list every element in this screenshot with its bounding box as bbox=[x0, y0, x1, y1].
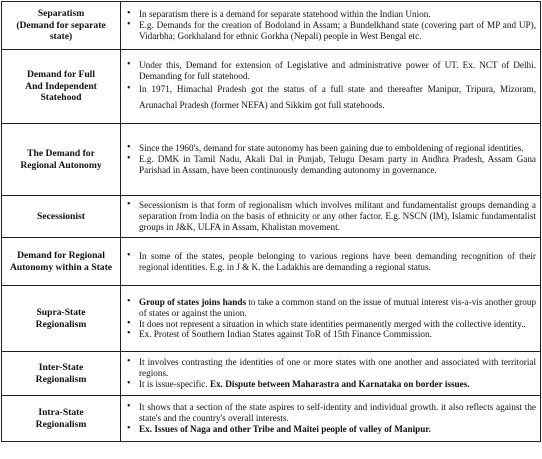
list-item bbox=[123, 402, 536, 423]
list-item bbox=[123, 60, 536, 81]
bullet-text: Ex. Protest of Southern Indian States against ToR of 15th Finance Commission. bbox=[139, 329, 432, 340]
regionalism-description-cell bbox=[121, 2, 541, 50]
bullet-text: Under this, Demand for extension of Legislative and administrative power of UT. Ex. NCT of Delhi. Demanding for full statehood. bbox=[139, 59, 536, 81]
bullet-text: It shows that a section of the state aspires to self-identity and individual growth. it also reflects against the state's and the country's overall interests. bbox=[139, 402, 536, 424]
regionalism-type-subtitle: Regionalism bbox=[35, 373, 87, 385]
list-item bbox=[123, 379, 536, 390]
list-item bbox=[123, 357, 536, 378]
description-bullet-list bbox=[123, 251, 536, 272]
bullet-bold-text: Ex. Dispute between Maharastra and Karnataka on border issues. bbox=[209, 378, 470, 389]
list-item bbox=[123, 329, 536, 340]
list-item bbox=[123, 20, 536, 41]
regionalism-type-cell bbox=[2, 124, 121, 196]
regionalism-type-cell bbox=[2, 50, 121, 124]
description-bullet-list bbox=[123, 9, 536, 41]
list-item bbox=[123, 143, 536, 154]
regionalism-table-page bbox=[1, 1, 541, 457]
table-row bbox=[2, 2, 541, 50]
regionalism-type-name: Intra-State bbox=[38, 407, 84, 419]
list-item bbox=[123, 81, 536, 113]
bullet-text: It involves contrasting the identities of one or more states with one another and associated with territorial regions. bbox=[139, 357, 536, 379]
description-bullet-list bbox=[123, 60, 536, 113]
bullet-text: In some of the states, people belonging to various regions have been demanding recognition of their regional identities. E.g. in J & K. the Ladakhis are demanding a regional status. bbox=[139, 250, 536, 272]
list-item bbox=[123, 297, 536, 318]
regionalism-type-cell bbox=[2, 238, 121, 286]
regionalism-type-subtitle: (Demand for separate state) bbox=[16, 19, 106, 43]
description-bullet-list bbox=[123, 143, 536, 175]
bullet-text: Secessionism is that form of regionalism which involves militant and fundamentalist groups demanding a separation from India on the basis of ethnicity or any other factor. E.g. NSCN (IM), Islamic fundamentalist groups in J&K, ULFA in Assam, Khalistan movement. bbox=[139, 200, 536, 232]
list-item bbox=[123, 251, 536, 272]
list-item bbox=[123, 9, 536, 20]
bullet-text: In separatism there is a demand for separate statehood within the Indian Union. bbox=[139, 9, 431, 20]
bullet-text: E.g. Demands for the creation of Bodoland in Assam; a Bundelkhand state (covering part of MP and UP), Vidarbha; Gorkhaland for ethnic Gorkha (Nepali) people in West Bengal etc. bbox=[139, 20, 536, 41]
regionalism-type-subtitle: Autonomy within a State bbox=[9, 261, 113, 273]
regionalism-types-table bbox=[1, 1, 541, 442]
table-row bbox=[2, 352, 541, 396]
regionalism-type-cell bbox=[2, 196, 121, 238]
regionalism-description-cell bbox=[121, 238, 541, 286]
regionalism-type-subtitle: Regionalism bbox=[35, 318, 87, 330]
regionalism-description-cell bbox=[121, 352, 541, 396]
description-bullet-list bbox=[123, 200, 536, 232]
table-row bbox=[2, 286, 541, 352]
regionalism-type-name: The Demand for bbox=[27, 148, 95, 160]
regionalism-description-cell bbox=[121, 396, 541, 442]
description-bullet-list bbox=[123, 357, 536, 389]
regionalism-type-subtitle: Regionalism bbox=[35, 418, 87, 430]
regionalism-type-cell bbox=[2, 396, 121, 442]
table-row bbox=[2, 196, 541, 238]
list-item bbox=[123, 424, 536, 435]
regionalism-type-cell bbox=[2, 352, 121, 396]
regionalism-description-cell bbox=[121, 196, 541, 238]
table-row bbox=[2, 50, 541, 124]
regionalism-type-subtitle: And Independent Statehood bbox=[25, 80, 97, 104]
bullet-text: E.g. DMK in Tamil Nadu, Akali Dal in Punjab, Telugu Desam party in Andhra Pradesh, Assam Gana Parishad in Assam, have been continuously demanding autonomy in governance. bbox=[139, 154, 536, 175]
bullet-bold-text: Ex. Issues of Naga and other Tribe and Maitei people of valley of Manipur. bbox=[139, 423, 431, 434]
regionalism-type-name: Demand for Full bbox=[26, 69, 96, 81]
bullet-text: It is issue-specific. bbox=[139, 378, 210, 389]
regionalism-type-name: Supra-State bbox=[36, 307, 86, 319]
regionalism-type-cell bbox=[2, 2, 121, 50]
regionalism-description-cell bbox=[121, 50, 541, 124]
regionalism-type-name: Inter-State bbox=[38, 362, 84, 374]
description-bullet-list bbox=[123, 402, 536, 434]
list-item bbox=[123, 319, 536, 330]
bullet-text-continued: to take a common stand on the issue of mutual interest vis-a-vis another group of states or against the union. bbox=[139, 297, 537, 318]
table-row bbox=[2, 124, 541, 196]
table-row bbox=[2, 238, 541, 286]
description-bullet-list bbox=[123, 297, 536, 340]
bullet-text: It does not represent a situation in which state identities permanently merged with the collective identity.. bbox=[139, 318, 526, 329]
list-item bbox=[123, 200, 536, 232]
regionalism-description-cell bbox=[121, 124, 541, 196]
regionalism-description-cell bbox=[121, 286, 541, 352]
regionalism-type-name: Secessionist bbox=[37, 210, 85, 222]
list-item bbox=[123, 154, 536, 175]
regionalism-type-subtitle: Regional Autonomy bbox=[20, 159, 102, 171]
bullet-text: In 1971, Himachal Pradesh got the status of a full state and thereafter Manipur, Tripura, Mizoram, Arunachal Pradesh (former NEFA) and Sikkim got full statehoods. bbox=[139, 84, 536, 111]
regionalism-type-name: Separatism bbox=[37, 8, 85, 20]
regionalism-type-name: Demand for Regional bbox=[17, 250, 105, 262]
bullet-text: Since the 1960's, demand for state autonomy has been gaining due to emboldening of regional identities. bbox=[139, 143, 524, 154]
table-row bbox=[2, 396, 541, 442]
bullet-bold-text: Group of states joins hands bbox=[139, 297, 247, 308]
regionalism-type-cell bbox=[2, 286, 121, 352]
